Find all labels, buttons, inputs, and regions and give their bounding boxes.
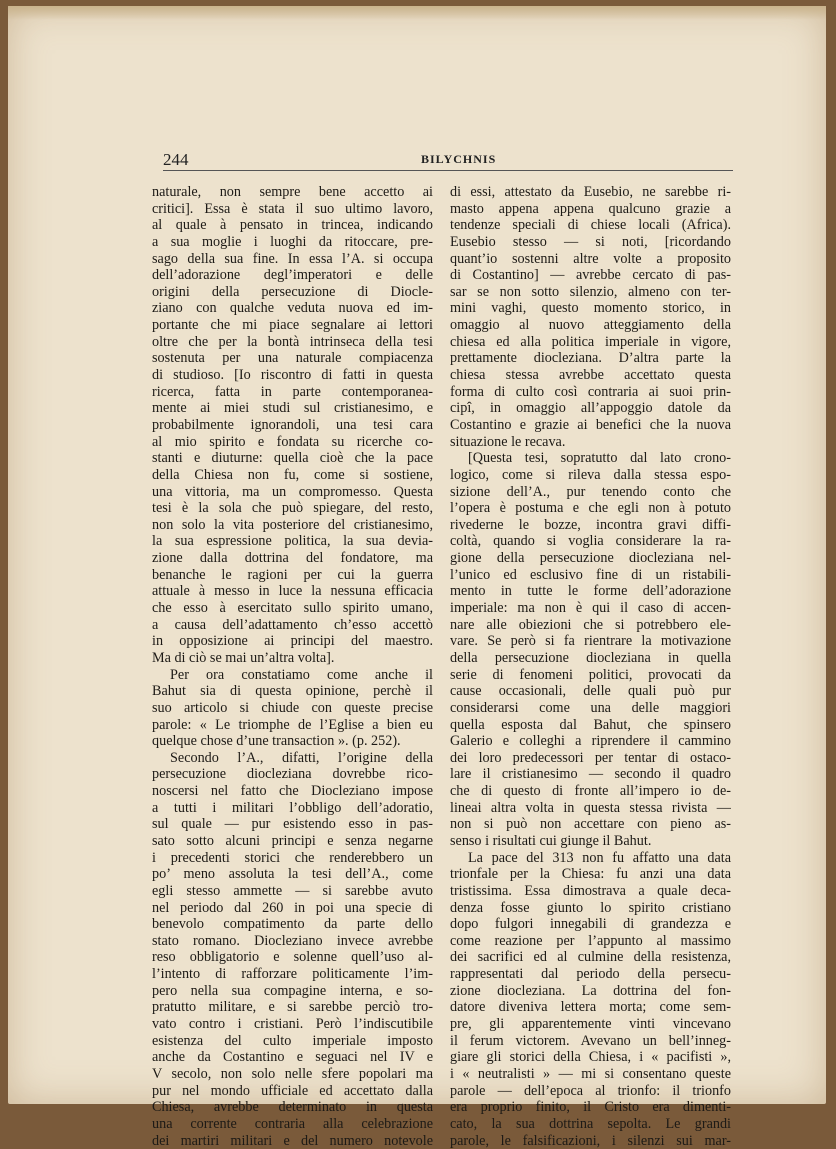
- text-line: imperiale: ma non è qui il caso di accen-: [450, 600, 731, 617]
- text-line: benanche le ragioni per cui la guerra: [152, 566, 433, 583]
- text-line: mento in tutte le forme dell’adorazione: [450, 583, 731, 600]
- text-line: dopo fulgori innegabili di grandezza e: [450, 916, 731, 933]
- text-line: pero nella sua compagine interna, e so-: [152, 982, 433, 999]
- text-line: critici]. Essa è stata il suo ultimo lavoro,: [152, 200, 433, 217]
- text-line: gione della persecuzione diocleziana nel-: [450, 550, 731, 567]
- text-line: i precedenti storici che renderebbero un: [152, 849, 433, 866]
- left-text-column: [152, 184, 433, 1149]
- text-line: non solo la vita posteriore del cristianesimo,: [152, 516, 433, 533]
- text-line: rivederne le bozze, incontra gravi diffi-: [450, 516, 731, 533]
- text-line: tendenze speciali di chiese locali (Africa).: [450, 217, 731, 234]
- text-line: parole: « Le triomphe de l’Eglise a bien eu: [152, 716, 433, 733]
- text-line: Ma di ciò se mai un’altra volta].: [152, 649, 335, 666]
- text-line: pur nel mondo ufficiale ed accettato dalla: [152, 1082, 433, 1099]
- text-line: ricerca, fatta in parte contemporanea-: [152, 383, 433, 400]
- text-line: Eusebio stesso — si noti, [ricordando: [450, 233, 731, 250]
- text-line: sostenuta per una naturale compiacenza: [152, 350, 433, 367]
- text-line: quant’io sostenni altre volte a proposito: [450, 250, 731, 267]
- text-line: che esso à esercitato sullo spirito umano,: [152, 600, 433, 617]
- text-line: situazione le recava.: [450, 433, 566, 450]
- text-line: mini vaghi, questo momento storico, in: [450, 300, 731, 317]
- text-line: Galerio e colleghi a riprendere il cammino: [450, 733, 731, 750]
- text-line: rappresentati dal periodo della persecu-: [450, 966, 731, 983]
- text-line: Secondo l’A., difatti, l’origine della: [170, 749, 433, 766]
- text-line: a causa dell’adattamento ch’esso accettò: [152, 616, 433, 633]
- text-line: l’intento di rafforzare politicamente l’im-: [152, 966, 433, 983]
- text-line: della Chiesa non fu, come si sostiene,: [152, 466, 433, 483]
- text-line: po’ meno assoluta la tesi dell’A., come: [152, 866, 433, 883]
- text-line: coltà, quando si voglia considerare la ra-: [450, 533, 731, 550]
- text-line: Per ora constatiamo come anche il: [170, 666, 433, 683]
- text-line: lare il cristianesimo — secondo il quadro: [450, 766, 731, 783]
- text-line: lineai altra volta in questa stessa rivista —: [450, 799, 731, 816]
- text-line: vare. Se però si fa rientrare la motivazione: [450, 633, 731, 650]
- text-line: nare alle obiezioni che si potrebbero ele-: [450, 616, 731, 633]
- text-line: sul quale — pur esistendo esso in pas-: [152, 816, 433, 833]
- text-line: Chiesa, avrebbe determinato in questa: [152, 1099, 433, 1116]
- text-line: sago della sua fine. In essa l’A. si occupa: [152, 250, 433, 267]
- text-line: considerarsi come una delle maggiori: [450, 699, 731, 716]
- text-line: trionfale per la Chiesa: fu anzi una data: [450, 866, 731, 883]
- text-line: zione diocleziana. La dottrina del fon-: [450, 982, 731, 999]
- page-header: [163, 150, 733, 171]
- text-line: sar se non sotto silenzio, almeno con ter-: [450, 283, 731, 300]
- text-line: datore diveniva lettera morta; come sem-: [450, 999, 731, 1016]
- text-line: cato, la sua dottrina sepolta. Le grandi: [450, 1115, 731, 1132]
- text-line: persecuzione diocleziana dovrebbe rico-: [152, 766, 433, 783]
- text-line: i « neutralisti » — mi si consentano queste: [450, 1065, 731, 1082]
- text-line: stanti e diuturne: quella cioè che la pace: [152, 450, 433, 467]
- text-line: l’unico ed esclusivo fine di un ristabili-: [450, 566, 731, 583]
- text-line: dell’adorazione degl’imperatori e delle: [152, 267, 433, 284]
- text-line: dei sacrifici ed al culmine della resistenza,: [450, 949, 731, 966]
- text-line: Bahut sia di questa opinione, perchè il: [152, 683, 433, 700]
- text-line: tesi è la sola che può spiegare, del resto,: [152, 500, 433, 517]
- text-line: quelque chose d’une transaction ». (p. 252).: [152, 733, 401, 750]
- text-line: il ferum victorem. Avevano un bell’inneg-: [450, 1032, 731, 1049]
- text-line: era proprio finito, il Cristo era dimenti-: [450, 1099, 731, 1116]
- text-line: non si può non accettare con pieno as-: [450, 816, 731, 833]
- text-line: La pace del 313 non fu affatto una data: [468, 849, 731, 866]
- text-line: che di questo di fronte all’impero io de-: [450, 783, 731, 800]
- text-line: forma di culto così contraria ai suoi prin-: [450, 383, 731, 400]
- text-line: anche da Costantino e seguaci nel IV e: [152, 1049, 433, 1066]
- text-line: di Costantino] — avrebbe cercato di pas-: [450, 267, 731, 284]
- text-line: sizione dell’A., pur tenendo conto che: [450, 483, 731, 500]
- text-line: di essi, attestato da Eusebio, ne sarebbe ri-: [450, 184, 731, 200]
- text-line: V secolo, non solo nelle sfere popolari ma: [152, 1065, 433, 1082]
- text-line: senso i risultati cui giunge il Bahut.: [450, 832, 652, 849]
- text-line: la sua espressione politica, la sua devia-: [152, 533, 433, 550]
- text-line: di studioso. [Io riscontro di fatti in questa: [152, 367, 433, 384]
- text-line: come reazione per l’appunto al massimo: [450, 932, 731, 949]
- text-line: [Questa tesi, sopratutto dal lato crono-: [468, 450, 731, 467]
- text-line: giare gli storici della Chiesa, i « pacifisti »,: [450, 1049, 731, 1066]
- text-line: stato romano. Diocleziano invece avrebbe: [152, 932, 433, 949]
- running-title: BILYCHNIS: [421, 152, 497, 166]
- text-line: parole, le falsificazioni, i silenzi sui mar-: [450, 1132, 731, 1149]
- text-line: vato contro i cristiani. Però l’indiscutibile: [152, 1016, 433, 1033]
- text-line: cipî, in omaggio all’appoggio datole da: [450, 400, 731, 417]
- text-line: pratutto militare, e si sarebbe perciò tro-: [152, 999, 433, 1016]
- text-line: l’opera è postuma e che egli non à potuto: [450, 500, 731, 517]
- text-line: naturale, non sempre bene accetto ai: [152, 184, 433, 200]
- text-line: serie di fenomeni politici, provocati da: [450, 666, 731, 683]
- text-line: a tutti i militari l’obbligo dell’adoratio,: [152, 799, 433, 816]
- text-line: ziano con qualche veduta nuova ed im-: [152, 300, 433, 317]
- text-line: a sua moglie i luoghi da ritoccare, pre-: [152, 233, 433, 250]
- text-line: chiesa ed alla politica imperiale in vigore,: [450, 333, 731, 350]
- text-line: oltre che per la bontà intrinseca della tesi: [152, 333, 433, 350]
- text-line: denza fosse giunto lo spirito cristiano: [450, 899, 731, 916]
- text-line: sato sotto alcuni principi e senza negarne: [152, 832, 433, 849]
- text-line: probabilmente ignorandoli, una tesi cara: [152, 416, 433, 433]
- text-line: prettamente diocleziana. D’altra parte la: [450, 350, 731, 367]
- text-line: masto appena appena qualcuno grazie a: [450, 200, 731, 217]
- text-line: suo articolo si chiude con queste precise: [152, 699, 433, 716]
- text-line: esistenza del culto imperiale imposto: [152, 1032, 433, 1049]
- text-line: egli stesso ammette — si sarebbe avuto: [152, 882, 433, 899]
- text-line: in opposizione ai principi del maestro.: [152, 633, 433, 650]
- text-line: omaggio al nuovo atteggiamento della: [450, 317, 731, 334]
- text-line: portante che mi piace segnalare ai lettori: [152, 317, 433, 334]
- text-line: una corrente contraria alla celebrazione: [152, 1115, 433, 1132]
- text-line: logico, come si rileva dalla stessa espo-: [450, 466, 731, 483]
- text-line: della persecuzione diocleziana in quella: [450, 649, 731, 666]
- text-line: benevolo compatimento da parte dello: [152, 916, 433, 933]
- text-line: parole — dell’epoca al trionfo: il trionfo: [450, 1082, 731, 1099]
- text-line: dei loro predecessori per tentar di ostaco-: [450, 749, 731, 766]
- page-number: 244: [163, 150, 189, 169]
- text-line: una vittoria, ma un compromesso. Questa: [152, 483, 433, 500]
- text-line: nel periodo dal 260 in poi una specie di: [152, 899, 433, 916]
- text-line: chiesa stessa avrebbe accettato questa: [450, 367, 731, 384]
- text-line: dei martiri militari e del numero notevole: [152, 1132, 433, 1149]
- text-line: mente ai miei studi sul cristianesimo, e: [152, 400, 433, 417]
- text-line: cause occasionali, delle quali può pur: [450, 683, 731, 700]
- text-line: al quale à pensato in trincea, indicando: [152, 217, 433, 234]
- text-line: quella esposta dal Bahut, che spinsero: [450, 716, 731, 733]
- text-line: noscersi nel fatto che Diocleziano impose: [152, 783, 433, 800]
- text-line: al mio spirito e fondata su ricerche co-: [152, 433, 433, 450]
- text-line: zione dalla dottrina del fondatore, ma: [152, 550, 433, 567]
- text-line: reso obbligatorio e solenne quell’uso al-: [152, 949, 433, 966]
- text-line: origini della persecuzione di Diocle-: [152, 283, 433, 300]
- text-line: Costantino e grazie ai benefici che la nuova: [450, 416, 731, 433]
- right-text-column: [450, 184, 731, 1149]
- text-line: tristissima. Essa dimostrava a quale deca-: [450, 882, 731, 899]
- text-line: pre, gli apparentemente vinti vincevano: [450, 1016, 731, 1033]
- text-line: attuale à messo in luce la nessuna efficacia: [152, 583, 433, 600]
